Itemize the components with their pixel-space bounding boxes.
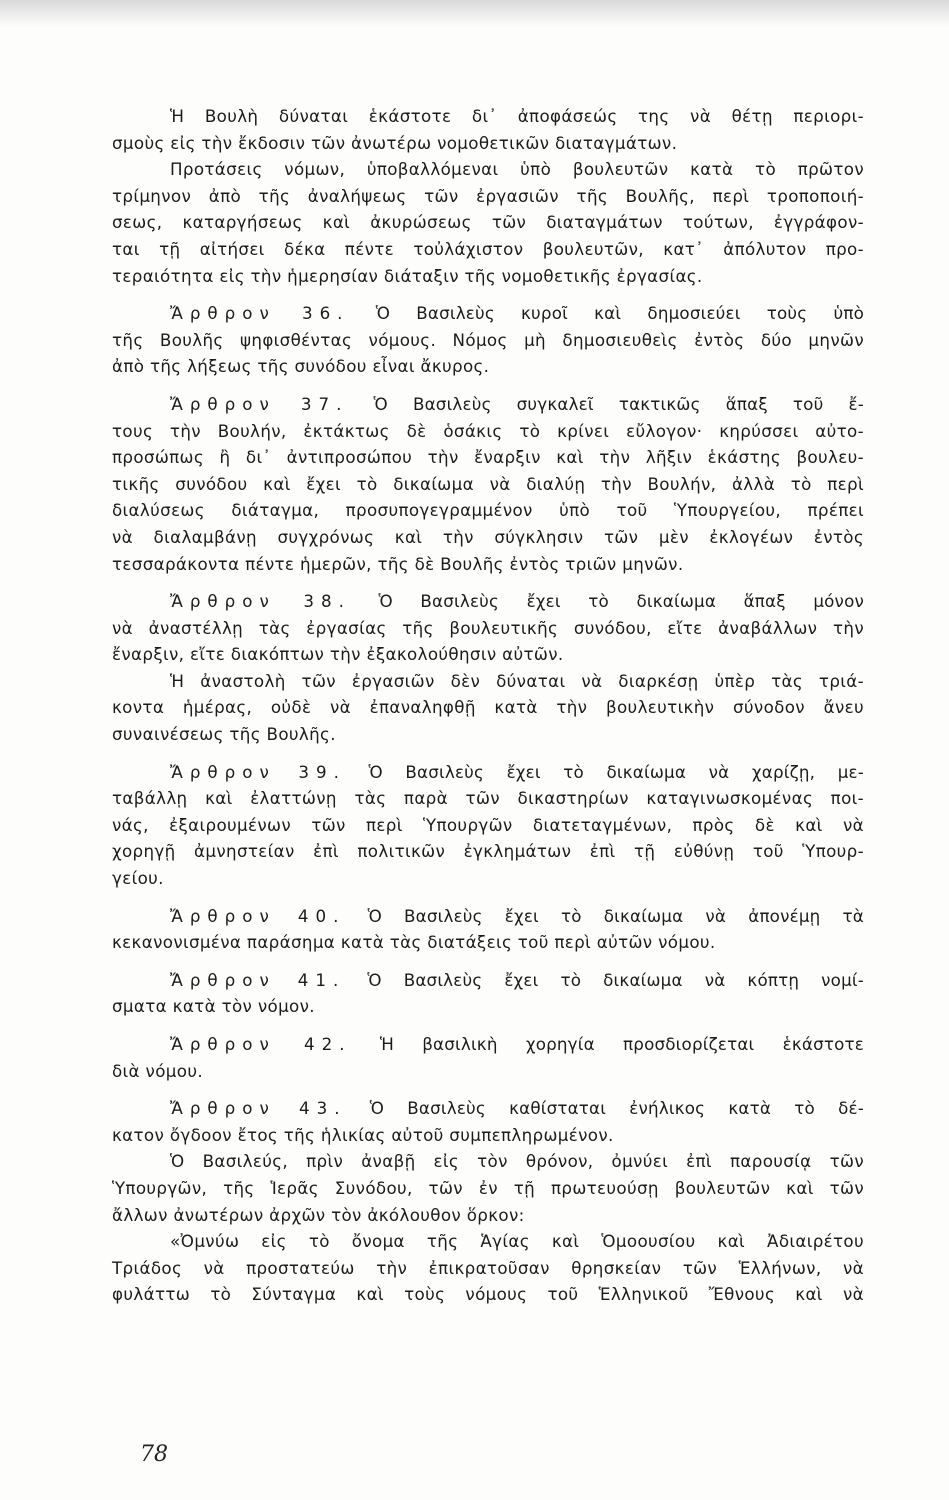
text-line: τεραιότητα εἰς τὴν ἡμερησίαν διάταξιν τῆς νομοθετικῆς ἐργασίας. [112, 265, 703, 286]
article-heading-line [112, 588, 864, 615]
page-body [112, 103, 864, 1308]
text-line: τεσσαράκοντα πέντε ἡμερῶν, τῆς δὲ Βουλῆς ἐντὸς τριῶν μηνῶν. [112, 553, 684, 574]
text-line: ἔναρξιν, εἴτε διακόπτων τὴν ἐξακολούθησιν αὐτῶν. [112, 644, 564, 665]
article-first-line: Ὁ Βασιλεὺς ἔχει τὸ δικαίωμα νὰ κόπτῃ νομί- [367, 969, 864, 990]
article-39 [112, 759, 864, 892]
text-line: τικῆς συνόδου καὶ ἔχει τὸ δικαίωμα νὰ διαλύῃ τὴν Βουλήν, ἀλλὰ τὸ περὶ [112, 473, 864, 494]
article-label: Ἄρθρον [170, 1034, 276, 1054]
text-line: νὰ ἀναστέλλῃ τὰς ἐργασίας τῆς βουλευτικῆς συνόδου, εἴτε ἀναβάλλων τὴν [112, 617, 864, 638]
article-number: 42. [304, 1034, 352, 1054]
article-number: 37. [300, 393, 349, 414]
article-first-line: Ὁ Βασιλεὺς ἔχει τὸ δικαίωμα νὰ χαρίζῃ, με- [368, 761, 864, 782]
article-heading-line [112, 967, 864, 994]
article-heading-line [112, 391, 864, 418]
oath-line: φυλάττω τὸ Σύνταγμα καὶ τοὺς νόμους τοῦ Ἑλληνικοῦ Ἔθνους καὶ νὰ [112, 1284, 864, 1305]
text-line: ται τῇ αἰτήσει δέκα πέντε τοὐλάχιστον βουλευτῶν, κατ᾽ ἀπόλυτον προ- [112, 238, 864, 259]
article-number: 39. [298, 761, 346, 782]
text-line: ἄλλων ἀνωτέρων ἀρχῶν τὸν ἀκόλουθον ὅρκον: [112, 1204, 525, 1225]
article-heading-line [112, 1095, 864, 1122]
scan-edge-shadow [0, 0, 949, 26]
article-label: Ἄρθρον [170, 905, 276, 926]
article-label: Ἄρθρον [170, 1098, 276, 1119]
text-line: Ἡ Βουλὴ δύναται ἑκάστοτε δι᾽ ἀποφάσεώς της νὰ θέτῃ περιορι- [170, 106, 864, 126]
article-36 [112, 300, 864, 380]
text-line: συναινέσεως τῆς Βουλῆς. [112, 724, 336, 745]
article-label: Ἄρθρον [170, 303, 276, 324]
text-line: διαλύσεως διάταγμα, προσυπογεγραμμένον ὑπὸ τοῦ Ὑπουργείου, πρέπει [112, 500, 864, 521]
article-heading-line [112, 1031, 864, 1058]
text-line: τρίμηνον ἀπὸ τῆς ἀναλήψεως τῶν ἐργασιῶν τῆς Βουλῆς, περὶ τροποποιή- [112, 185, 864, 206]
text-line: Ὁ Βασιλεύς, πρὶν ἀναβῇ εἰς τὸν θρόνον, ὀμνύει ἐπὶ παρουσίᾳ τῶν [170, 1151, 864, 1172]
intro-paragraph [112, 103, 864, 289]
text-line: σματα κατὰ τὸν νόμον. [112, 996, 315, 1017]
article-first-line: Ὁ Βασιλεὺς κυροῖ καὶ δημοσιεύει τοὺς ὑπὸ [375, 303, 864, 324]
text-line: τῆς Βουλῆς ψηφισθέντας νόμους. Νόμος μὴ δημοσιευθεὶς ἐντὸς δύο μηνῶν [112, 329, 864, 350]
article-first-line: Ἡ βασιλικὴ χορηγία προσδιορίζεται ἑκάστοτε [379, 1034, 864, 1054]
text-line: χορηγῇ ἀμνηστείαν ἐπὶ πολιτικῶν ἐγκλημάτων ἐπὶ τῇ εὐθύνῃ τοῦ Ὑπουρ- [112, 841, 864, 862]
article-40 [112, 903, 864, 956]
article-37 [112, 391, 864, 577]
article-41 [112, 967, 864, 1020]
article-number: 36. [301, 303, 350, 324]
text-line: νάς, ἐξαιρουμένων τῶν περὶ Ὑπουργῶν διατεταγμένων, πρὸς δὲ καὶ νὰ [112, 814, 864, 835]
text-line: τους τὴν Βουλήν, ἐκτάκτως δὲ ὁσάκις τὸ κρίνει εὔλογον· κηρύσσει αὐτο- [112, 420, 864, 441]
article-heading-line [112, 903, 864, 930]
text-line: γείου. [112, 868, 164, 889]
article-43 [112, 1095, 864, 1308]
article-label: Ἄρθρον [170, 969, 276, 990]
article-first-line: Ὁ Βασιλεὺς συγκαλεῖ τακτικῶς ἅπαξ τοῦ ἔ- [373, 393, 864, 414]
text-line: σμοὺς εἰς τὴν ἔκδοσιν τῶν ἀνωτέρω νομοθετικῶν διαταγμάτων. [112, 132, 678, 153]
text-line: σεως, καταργήσεως καὶ ἀκυρώσεως τῶν διαταγμάτων τούτων, ἐγγράφον- [112, 212, 864, 233]
text-line: κεκανονισμένα παράσημα κατὰ τὰς διατάξεις τοῦ περὶ αὐτῶν νόμου. [112, 932, 716, 953]
article-label: Ἄρθρον [170, 591, 276, 612]
article-heading-line [112, 300, 864, 327]
article-first-line: Ὁ Βασιλεὺς ἔχει τὸ δικαίωμα ἅπαξ μόνον [378, 591, 864, 612]
text-line: Ὑπουργῶν, τῆς Ἱερᾶς Συνόδου, τῶν ἐν τῇ πρωτευούσῃ βουλευτῶν καὶ τῶν [112, 1177, 864, 1198]
text-line: Προτάσεις νόμων, ὑποβαλλόμεναι ὑπὸ βουλευτῶν κατὰ τὸ πρῶτον [170, 159, 864, 180]
article-number: 40. [297, 905, 346, 926]
article-number: 43. [298, 1098, 347, 1119]
article-label: Ἄρθρον [170, 761, 276, 782]
text-line: ἀπὸ τῆς λήξεως τῆς συνόδου εἶναι ἄκυρος. [112, 356, 490, 377]
text-line: ταβάλλῃ καὶ ἐλαττώνῃ τὰς παρὰ τῶν δικαστηρίων καταγινωσκομένας ποι- [112, 788, 864, 809]
article-number: 41. [297, 969, 346, 990]
page-number: 78 [140, 1442, 168, 1467]
text-line: κατον ὄγδοον ἔτος τῆς ἡλικίας αὐτοῦ συμπεπληρωμένον. [112, 1124, 614, 1145]
text-line: προσώπως ἢ δι᾽ ἀντιπροσώπου τὴν ἔναρξιν καὶ τὴν λῆξιν ἑκάστης βουλευ- [112, 447, 864, 468]
article-heading-line [112, 759, 864, 786]
article-number: 38. [303, 591, 351, 612]
text-line: διὰ νόμου. [112, 1060, 203, 1081]
oath-line: «Ὀμνύω εἰς τὸ ὄνομα τῆς Ἁγίας καὶ Ὁμοουσίου καὶ Ἀδιαιρέτου [170, 1231, 864, 1252]
article-label: Ἄρθρον [170, 393, 276, 414]
article-first-line: Ὁ Βασιλεὺς ἔχει τὸ δικαίωμα νὰ ἀπονέμῃ τὰ [367, 905, 864, 926]
article-first-line: Ὁ Βασιλεὺς καθίσταται ἐνήλικος κατὰ τὸ δέ- [369, 1098, 864, 1119]
oath-line: Τριάδος νὰ προστατεύω τὴν ἐπικρατοῦσαν θρησκείαν τῶν Ἑλλήνων, νὰ [112, 1257, 864, 1278]
text-line: κοντα ἡμέρας, οὐδὲ νὰ ἐπαναληφθῇ κατὰ τὴν βουλευτικὴν σύνοδον ἄνευ [112, 697, 864, 718]
text-line: Ἡ ἀναστολὴ τῶν ἐργασιῶν δὲν δύναται νὰ διαρκέσῃ ὑπὲρ τὰς τριά- [170, 670, 864, 691]
article-42 [112, 1031, 864, 1084]
text-line: νὰ διαλαμβάνῃ συγχρόνως καὶ τὴν σύγκλησιν τῶν μὲν ἐκλογέων ἐντὸς [112, 526, 864, 547]
article-38 [112, 588, 864, 748]
